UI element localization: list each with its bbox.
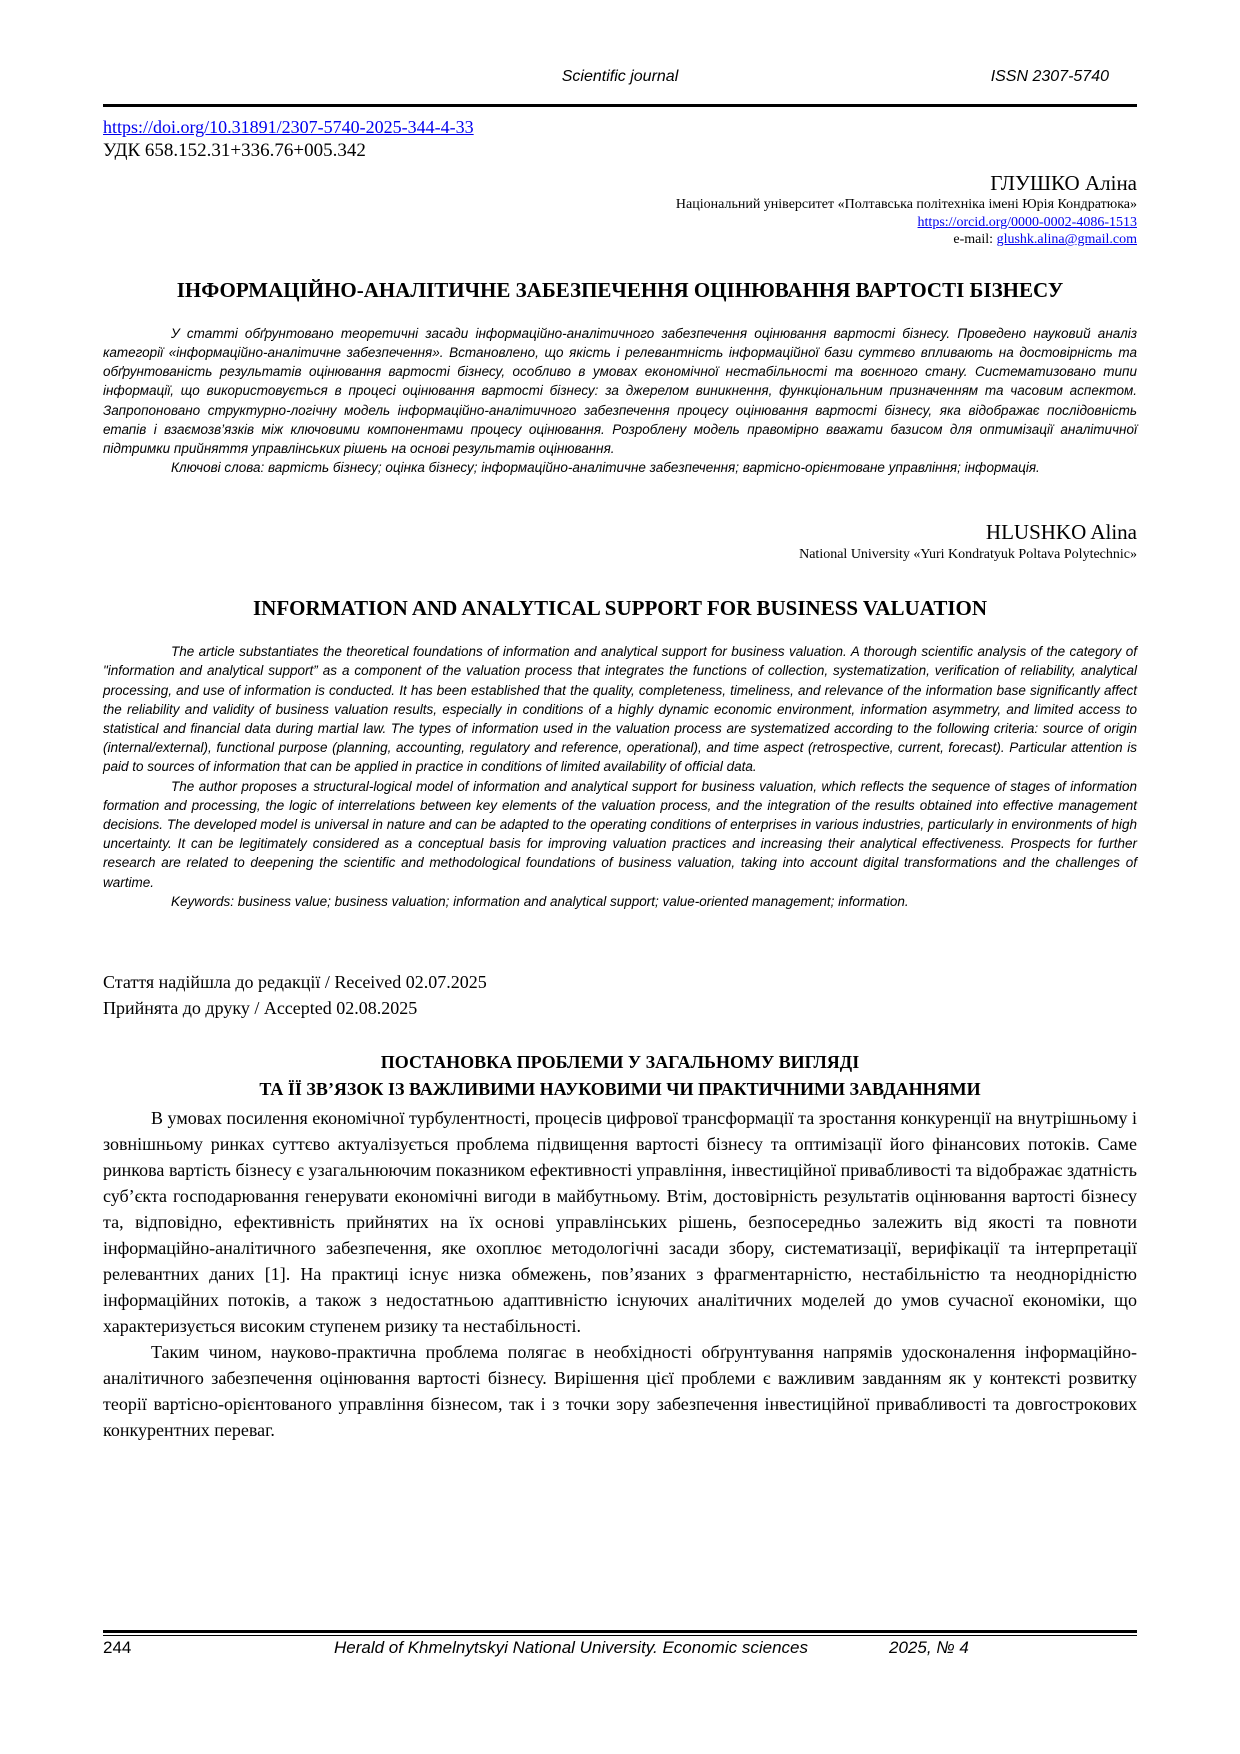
page-footer [103, 1630, 1137, 1658]
doi-line [103, 117, 1137, 138]
email-line [103, 231, 1137, 249]
page-content [103, 0, 1137, 1443]
author-affiliation-ua: Національний університет «Полтавська політехніка імені Юрія Кондратюка» [675, 197, 1137, 213]
accepted-date: Прийнята до друку / Accepted 02.08.2025 [103, 997, 418, 1018]
section-heading-line-1: ПОСТАНОВКА ПРОБЛЕМИ У ЗАГАЛЬНОМУ ВИГЛЯДІ [380, 1051, 860, 1072]
orcid-line [103, 214, 1137, 232]
body-paragraph-1: В умовах посилення економічної турбулентності, процесів цифрової трансформації та зростання конкуренції на внутрішньому і зовнішньому ринках суттєво актуалізується проблема підвищення вартості бізнесу та оптимізації його фінансових потоків. Саме ринкова вартість бізнесу є узагальнюючим показником ефективності управління, інвестиційної привабливості та відображає здатність суб’єкта господарювання генерувати економічні вигоди в майбутньому. Втім, достовірність результатів оцінювання вартості бізнесу та, відповідно, ефективність прийнятих на їх основі управлінських рішень, безпосередньо залежить від якості та повноти інформаційно-аналітичного забезпечення, яке охоплює методологічні засади збору, систематизації, верифікації та інтерпретації релевантних даних [1]. На практиці існує низка обмежень, пов’язаних з фрагментарністю, нестабільністю та неоднорідністю інформаційних потоків, а також з недостатньою адаптивністю існуючих аналітичних моделей до умов сучасної економіки, що характеризується високим ступенем ризику та нестабільності. [103, 1107, 1137, 1336]
udc-code: УДК 658.152.31+336.76+005.342 [103, 140, 366, 161]
article-title-en: INFORMATION AND ANALYTICAL SUPPORT FOR BUSINESS VALUATION [252, 596, 988, 621]
author-block-ua [103, 170, 1137, 249]
footer-issue: 2025, № 4 [889, 1638, 969, 1657]
footer-journal-name: Herald of Khmelnytskyi National University. Economic sciences [334, 1638, 808, 1657]
article-title-ua: ІНФОРМАЦІЙНО-АНАЛІТИЧНЕ ЗАБЕЗПЕЧЕННЯ ОЦІНЮВАННЯ ВАРТОСТІ БІЗНЕСУ [176, 277, 1064, 302]
email-link[interactable]: glushk.alina@gmail.com [996, 232, 1137, 248]
author-block-en [103, 519, 1137, 563]
issn-label: ISSN 2307-5740 [990, 68, 1109, 85]
footer-row [103, 1638, 1137, 1658]
author-affiliation-en: National University «Yuri Kondratyuk Poltava Polytechnic» [799, 546, 1137, 562]
running-header [103, 68, 1137, 90]
section-heading [103, 1049, 1137, 1103]
page-number: 244 [103, 1638, 132, 1657]
journal-type-label: Scientific journal [561, 68, 679, 85]
author-name-en: HLUSHKO Alina [985, 520, 1137, 545]
author-name-ua: ГЛУШКО Аліна [990, 171, 1137, 195]
abstract-en-keywords: Keywords: business value; business valuation; information and analytical support; value-oriented management; information. [171, 893, 909, 909]
doi-link[interactable]: https://doi.org/10.31891/2307-5740-2025-344-4-33 [103, 117, 474, 137]
received-date: Стаття надійшла до редакції / Received 02.07.2025 [103, 971, 487, 992]
email-label: e-mail: [953, 232, 997, 248]
section-heading-line-2: ТА ЇЇ ЗВ’ЯЗОК ІЗ ВАЖЛИВИМИ НАУКОВИМИ ЧИ ПРАКТИЧНИМИ ЗАВДАННЯМИ [259, 1078, 981, 1099]
abstract-en [103, 642, 1137, 911]
article-dates [103, 969, 1137, 1021]
abstract-en-paragraph-1: The article substantiates the theoretical foundations of information and analytical support for business valuation. A thorough scientific analysis of the category of "information and analytical support” as a component of the valuation process that integrates the functions of collection, systematization, verification of reliability, analytical processing, and use of information is conducted. It has been established that the quality, completeness, timeliness, and relevance of the information base significantly affect the reliability and validity of business valuation results, especially in conditions of a highly dynamic economic environment, information asymmetry, and limited access to statistical and financial data during martial law. The types of information used in the valuation process are systematized according to the following criteria: source of origin (internal/external), functional purpose (planning, accounting, regulatory and reference, operational), and time aspect (retrospective, current, forecast). Particular attention is paid to sources of information that can be applied in practice in conditions of limited availability of official data. [103, 644, 1137, 775]
body-paragraph-2: Таким чином, науково-практична проблема полягає в необхідності обґрунтування напрямів удосконалення інформаційно-аналітичного забезпечення оцінювання вартості бізнесу. Вирішення цієї проблеми є важливим завданням як у контексті розвитку теорії вартісно-орієнтованого управління бізнесом, так і з точки зору забезпечення інвестиційної привабливості та довгострокових конкурентних переваг. [103, 1341, 1137, 1440]
abstract-ua-paragraph: У статті обґрунтовано теоретичні засади інформаційно-аналітичного забезпечення оцінювання вартості бізнесу. Проведено науковий аналіз категорії «інформаційно-аналітичне забезпечення». Встановлено, що якість і релевантність інформаційної бази суттєво впливають на достовірність та обґрунтованість результатів оцінювання вартості бізнесу, особливо в умовах економічної нестабільності та воєнного стану. Систематизовано типи інформації, що використовується в процесі оцінювання вартості бізнесу: за джерелом виникнення, функціональним призначенням та часовим аспектом. Запропоновано структурно-логічну модель інформаційно-аналітичного забезпечення процесу оцінювання вартості бізнесу, яка відображає послідовність етапів і взаємозв’язків між ключовими компонентами процесу оцінювання. Розроблену модель правомірно вважати базисом для оптимізації аналітичної підтримки прийняття управлінських рішень на основі результатів оцінювання. [103, 325, 1137, 456]
footer-rule [103, 1630, 1137, 1636]
abstract-ua [103, 324, 1137, 478]
abstract-ua-keywords: Ключові слова: вартість бізнесу; оцінка бізнесу; інформаційно-аналітичне забезпечення; вартісно-орієнтоване управління; інформація. [171, 460, 1040, 476]
abstract-en-paragraph-2: The author proposes a structural-logical model of information and analytical support for business valuation, which reflects the sequence of stages of information formation and processing, the logic of interrelations between key elements of the valuation process, and the integration of the results obtained into effective management decisions. The developed model is universal in nature and can be adapted to the operating conditions of enterprises in various industries, particularly in environments of high uncertainty. It can be legitimately considered as a conceptual basis for improving valuation practices and increasing their analytical effectiveness. Prospects for further research are related to deepening the scientific and methodological foundations of business valuation, taking into account digital transformations and the challenges of wartime. [103, 778, 1137, 890]
header-rule [103, 104, 1137, 107]
orcid-link[interactable]: https://orcid.org/0000-0002-4086-1513 [917, 214, 1137, 230]
body-text [103, 1105, 1137, 1443]
